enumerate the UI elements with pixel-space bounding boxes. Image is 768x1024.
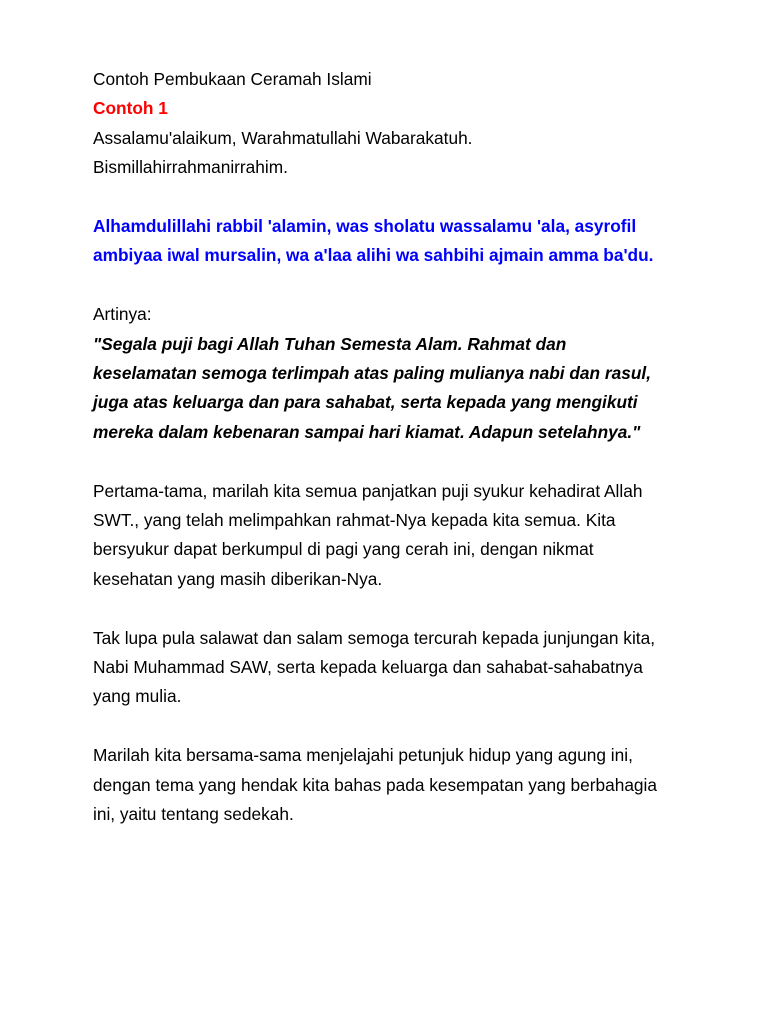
greeting-line: Bismillahirrahmanirrahim. bbox=[93, 157, 288, 178]
paragraph-line: bersyukur dapat berkumpul di pagi yang cerah ini, dengan nikmat bbox=[93, 539, 594, 560]
paragraph-line: Nabi Muhammad SAW, serta kepada keluarga dan sahabat-sahabatnya bbox=[93, 657, 643, 678]
meaning-line: "Segala puji bagi Allah Tuhan Semesta Alam. Rahmat dan bbox=[93, 333, 567, 354]
paragraph-line: Pertama-tama, marilah kita semua panjatkan puji syukur kehadirat Allah bbox=[93, 480, 643, 501]
paragraph-line: Tak lupa pula salawat dan salam semoga tercurah kepada junjungan kita, bbox=[93, 627, 655, 648]
paragraph-line: yang mulia. bbox=[93, 686, 182, 707]
example-heading: Contoh 1 bbox=[93, 98, 168, 119]
paragraph-gap bbox=[93, 447, 693, 476]
arabic-opening-line: Alhamdulillahi rabbil 'alamin, was sholatu wassalamu 'ala, asyrofil bbox=[93, 216, 637, 237]
paragraph-gap bbox=[93, 183, 693, 212]
arabic-opening-line: ambiyaa iwal mursalin, wa a'laa alihi wa sahbihi ajmain amma ba'du. bbox=[93, 245, 654, 266]
meaning-label: Artinya: bbox=[93, 304, 152, 325]
paragraph-line: ini, yaitu tentang sedekah. bbox=[93, 804, 294, 825]
paragraph-line: SWT., yang telah melimpahkan rahmat-Nya kepada kita semua. Kita bbox=[93, 510, 616, 531]
paragraph-line: Marilah kita bersama-sama menjelajahi petunjuk hidup yang agung ini, bbox=[93, 745, 633, 766]
meaning-line: keselamatan semoga terlimpah atas paling mulianya nabi dan rasul, bbox=[93, 363, 651, 384]
meaning-line: mereka dalam kebenaran sampai hari kiamat. Adapun setelahnya." bbox=[93, 421, 641, 442]
paragraph-gap bbox=[93, 712, 693, 741]
paragraph-line: dengan tema yang hendak kita bahas pada kesempatan yang berbahagia bbox=[93, 774, 657, 795]
paragraph-line: kesehatan yang masih diberikan-Nya. bbox=[93, 568, 383, 589]
greeting-line: Assalamu'alaikum, Warahmatullahi Wabarakatuh. bbox=[93, 127, 473, 148]
paragraph-gap bbox=[93, 594, 693, 623]
paragraph-gap bbox=[93, 271, 693, 300]
document-title: Contoh Pembukaan Ceramah Islami bbox=[93, 69, 372, 89]
meaning-line: juga atas keluarga dan para sahabat, serta kepada yang mengikuti bbox=[93, 392, 638, 413]
document-page bbox=[93, 65, 693, 829]
